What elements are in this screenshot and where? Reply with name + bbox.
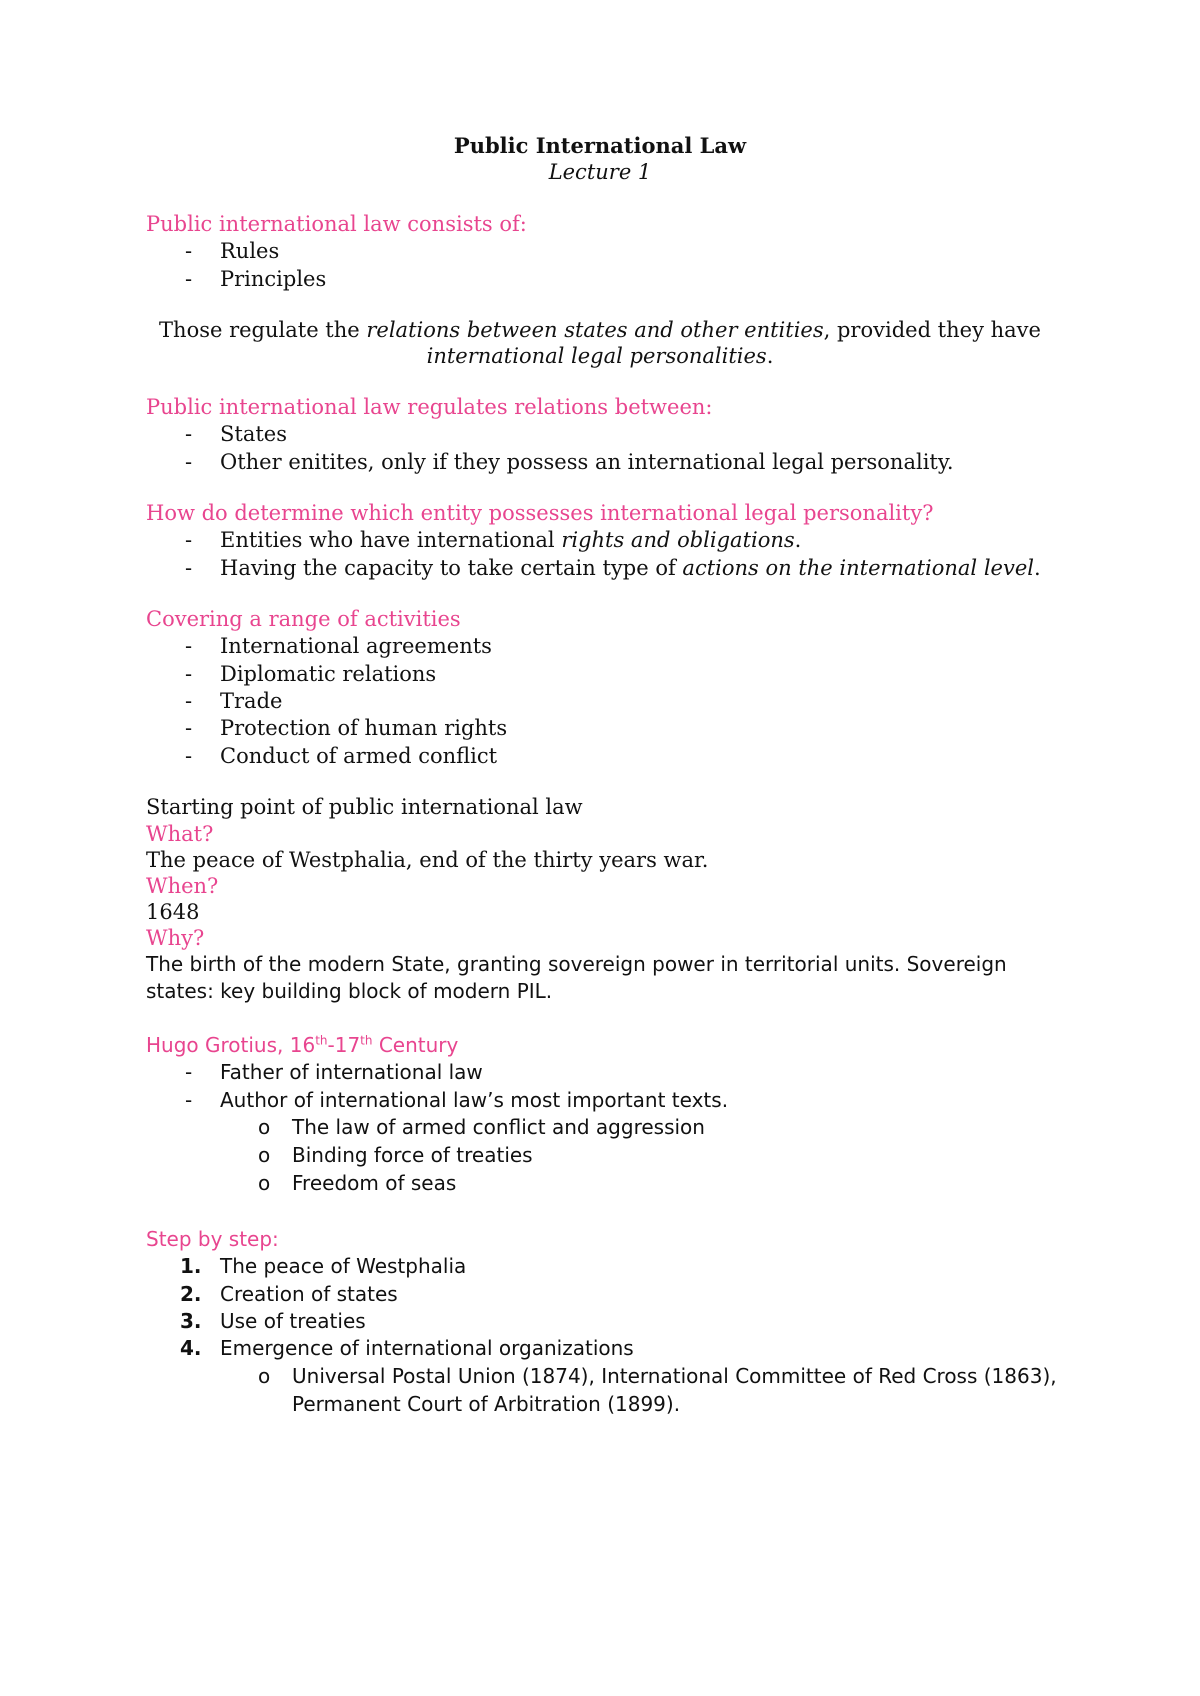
answer-why-line1: The birth of the modern State, granting sovereign power in territorial units. Sovereign xyxy=(146,952,1007,976)
dash-bullet: - xyxy=(185,267,193,291)
list-item: Protection of human rights xyxy=(220,716,508,740)
list-item: Author of international law’s most important texts. xyxy=(220,1088,729,1112)
dash-bullet: - xyxy=(185,634,193,658)
dash-bullet: - xyxy=(185,556,193,580)
section-heading-consists-of: Public international law consists of: xyxy=(146,212,527,236)
numbered-item: Creation of states xyxy=(220,1282,398,1306)
page-title: Public International Law xyxy=(453,133,747,158)
list-item: Principles xyxy=(220,267,327,291)
emphasis-run: actions on the international level xyxy=(682,556,1034,580)
dash-bullet: - xyxy=(185,1060,193,1084)
starting-point-line: Starting point of public international law xyxy=(146,795,583,819)
list-item: Trade xyxy=(220,689,283,713)
question-what: What? xyxy=(146,822,214,846)
list-number: 2. xyxy=(180,1282,202,1306)
circle-bullet: o xyxy=(258,1115,271,1139)
dash-bullet: - xyxy=(185,450,193,474)
answer-why-line2: states: key building block of modern PIL. xyxy=(146,979,553,1003)
question-when: When? xyxy=(146,874,219,898)
list-item: Conduct of armed conflict xyxy=(220,744,498,768)
list-item: Other enitites, only if they possess an international legal personality. xyxy=(220,450,954,474)
list-item: Diplomatic relations xyxy=(220,662,437,686)
dash-bullet: - xyxy=(185,528,193,552)
text-run: -17 xyxy=(327,1033,361,1057)
paragraph-regulate-line2 xyxy=(0,342,1200,370)
list-item: States xyxy=(220,422,287,446)
text-run: . xyxy=(1033,556,1041,580)
text-run: , provided they have xyxy=(823,318,1041,342)
list-number: 1. xyxy=(180,1254,202,1278)
list-item: Father of international law xyxy=(220,1060,483,1084)
answer-when: 1648 xyxy=(146,900,200,924)
sub-list-item: The law of armed conflict and aggression xyxy=(292,1115,705,1139)
list-item xyxy=(220,526,801,554)
dash-bullet: - xyxy=(185,716,193,740)
question-why: Why? xyxy=(146,926,205,950)
numbered-item: Use of treaties xyxy=(220,1309,366,1333)
dash-bullet: - xyxy=(185,422,193,446)
numbered-item: Emergence of international organizations xyxy=(220,1336,634,1360)
text-run: Century xyxy=(372,1033,459,1057)
text-run: . xyxy=(766,344,774,368)
sub-list-item-line2: Permanent Court of Arbitration (1899). xyxy=(292,1392,681,1416)
section-heading-regulates: Public international law regulates relations between: xyxy=(146,395,713,419)
dash-bullet: - xyxy=(185,1088,193,1112)
sub-list-item-line1: Universal Postal Union (1874), International Committee of Red Cross (1863), xyxy=(292,1364,1057,1388)
dash-bullet: - xyxy=(185,744,193,768)
section-heading-grotius xyxy=(146,1031,458,1059)
circle-bullet: o xyxy=(258,1364,271,1388)
emphasis-run: relations between states and other entities xyxy=(366,318,824,342)
circle-bullet: o xyxy=(258,1143,271,1167)
answer-what: The peace of Westphalia, end of the thirty years war. xyxy=(146,848,709,872)
text-run: Hugo Grotius, 16 xyxy=(146,1033,316,1057)
dash-bullet: - xyxy=(185,239,193,263)
section-heading-determine: How do determine which entity possesses international legal personality? xyxy=(146,501,934,525)
superscript: th xyxy=(315,1033,328,1048)
list-item: Rules xyxy=(220,239,280,263)
sub-list-item: Freedom of seas xyxy=(292,1171,457,1195)
paragraph-regulate-line1 xyxy=(0,316,1200,344)
list-number: 3. xyxy=(180,1309,202,1333)
numbered-item: The peace of Westphalia xyxy=(220,1254,467,1278)
text-run: Those regulate the xyxy=(159,318,367,342)
section-heading-activities: Covering a range of activities xyxy=(146,607,461,631)
superscript: th xyxy=(360,1033,373,1048)
page-subtitle: Lecture 1 xyxy=(548,160,652,184)
emphasis-run: international legal personalities xyxy=(426,344,767,368)
emphasis-run: rights and obligations xyxy=(561,528,795,552)
section-heading-step-by-step: Step by step: xyxy=(146,1227,279,1251)
text-run: . xyxy=(794,528,802,552)
list-item: International agreements xyxy=(220,634,492,658)
dash-bullet: - xyxy=(185,689,193,713)
circle-bullet: o xyxy=(258,1171,271,1195)
dash-bullet: - xyxy=(185,662,193,686)
list-item xyxy=(220,554,1041,582)
sub-list-item: Binding force of treaties xyxy=(292,1143,533,1167)
text-run: Entities who have international xyxy=(220,528,562,552)
list-number: 4. xyxy=(180,1336,202,1360)
text-run: Having the capacity to take certain type of xyxy=(220,556,683,580)
